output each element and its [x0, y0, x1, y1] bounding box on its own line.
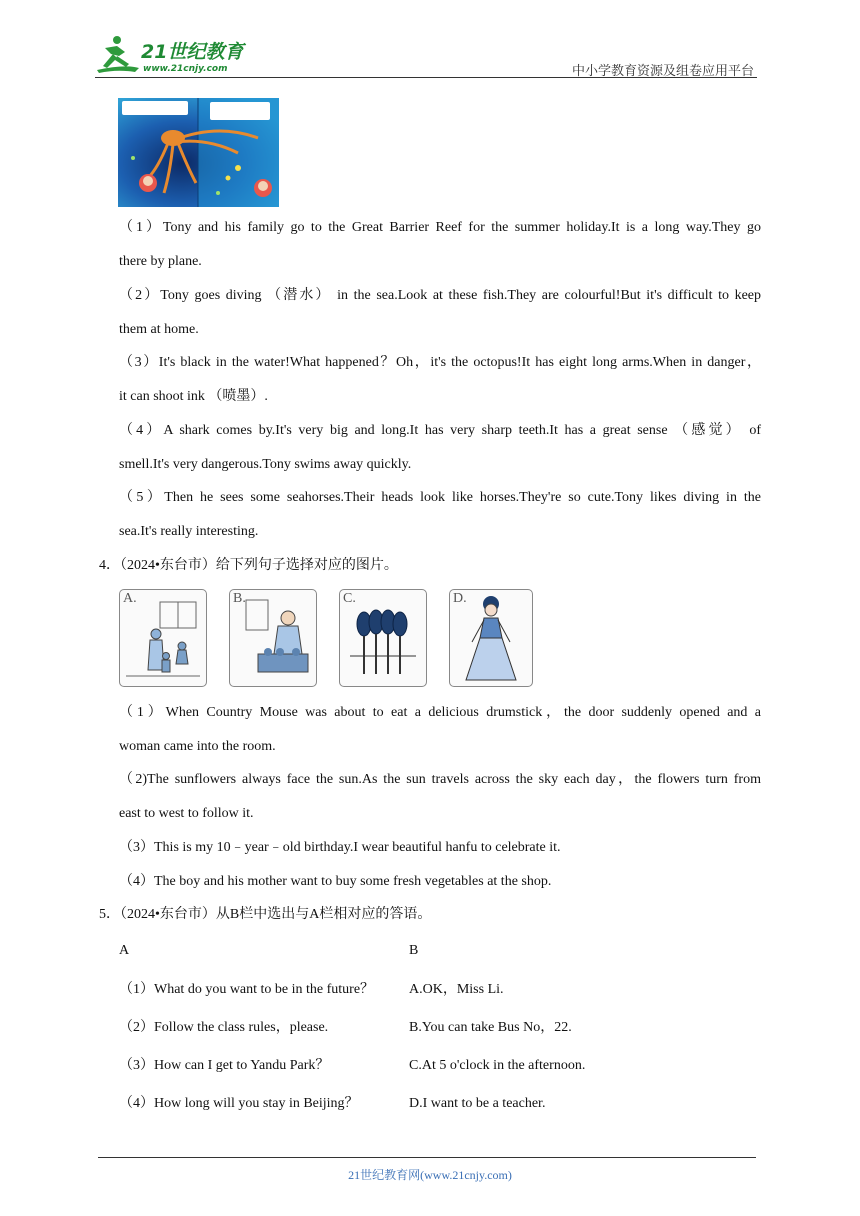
column-a-item: （2）Follow the class rules，please.: [119, 1020, 329, 1035]
column-a-item: （4）How long will you stay in Beijing？: [119, 1096, 359, 1111]
logo: [95, 34, 265, 74]
question-4-title: 4．（2024•东台市）给下列句子选择对应的图片。: [99, 558, 398, 573]
column-a-item: （1）What do you want to be in the future？: [119, 982, 375, 997]
girl-in-hanfu-image: [450, 590, 532, 686]
column-b-item: A.OK，Miss Li.: [409, 982, 504, 997]
ocean-comic-image: [118, 98, 279, 207]
q4-item: （1）When Country Mouse was about to eat a delicious drumstick，the door suddenly opened and a woman came into the room.: [119, 705, 761, 754]
footer-divider: [98, 1157, 756, 1158]
q4-item: （2)The sunflowers always face the sun.As the sun travels across the sky each day，the flowers turn from east to west to follow it.: [119, 772, 761, 821]
story-paragraph: （1）Tony and his family go to the Great Barrier Reef for the summer holiday.It is a long way.They go there by plane.: [119, 220, 761, 269]
logo-text: 21世纪教育: [141, 41, 244, 63]
footer-link[interactable]: 21世纪教育网(www.21cnjy.com): [348, 1168, 512, 1182]
picture-b: B.: [229, 589, 317, 687]
story-paragraph: （2）Tony goes diving （潜水） in the sea.Look at these fish.They are colourful!But it's difficult to keep them at home.: [119, 288, 761, 337]
column-a-item: （3）How can I get to Yandu Park？: [119, 1058, 330, 1073]
q4-item: （4）The boy and his mother want to buy some fresh vegetables at the shop.: [119, 874, 552, 889]
picture-d: D.: [449, 589, 533, 687]
logo-url: www.21cnjy.com: [143, 64, 228, 74]
header-divider: [95, 77, 757, 78]
question-5-title: 5．（2024•东台市）从B栏中选出与A栏相对应的答语。: [99, 907, 432, 922]
column-a-header: A: [119, 943, 130, 958]
story-paragraph: （5）Then he sees some seahorses.Their heads look like horses.They're so cute.Tony likes diving in the sea.It's really interesting.: [119, 490, 761, 539]
picture-c: C.: [339, 589, 427, 687]
story-paragraph: （3）It's black in the water!What happened？Oh，it's the octopus!It has eight long arms.When in danger， it can shoot ink （喷墨）.: [119, 355, 761, 404]
woman-with-children-image: [120, 590, 206, 686]
column-b-item: D.I want to be a teacher.: [409, 1096, 546, 1111]
story-paragraph: （4）A shark comes by.It's very big and long.It has very sharp teeth.It has a great sense （感觉） of smell.It's very dangerous.Tony swims away quickly.: [119, 423, 761, 472]
column-b-item: B.You can take Bus No，22.: [409, 1020, 572, 1035]
column-b-item: C.At 5 o'clock in the afternoon.: [409, 1058, 586, 1073]
runner-icon: [97, 36, 139, 73]
q4-item: （3）This is my 10﹣year﹣old birthday.I wear beautiful hanfu to celebrate it.: [119, 840, 561, 855]
platform-title: 中小学教育资源及组卷应用平台: [571, 63, 754, 78]
page-header: [95, 30, 760, 78]
picture-a: A.: [119, 589, 207, 687]
sunflowers-image: [340, 590, 426, 686]
shopping-vegetables-image: [230, 590, 316, 686]
column-b-header: B: [409, 943, 419, 958]
